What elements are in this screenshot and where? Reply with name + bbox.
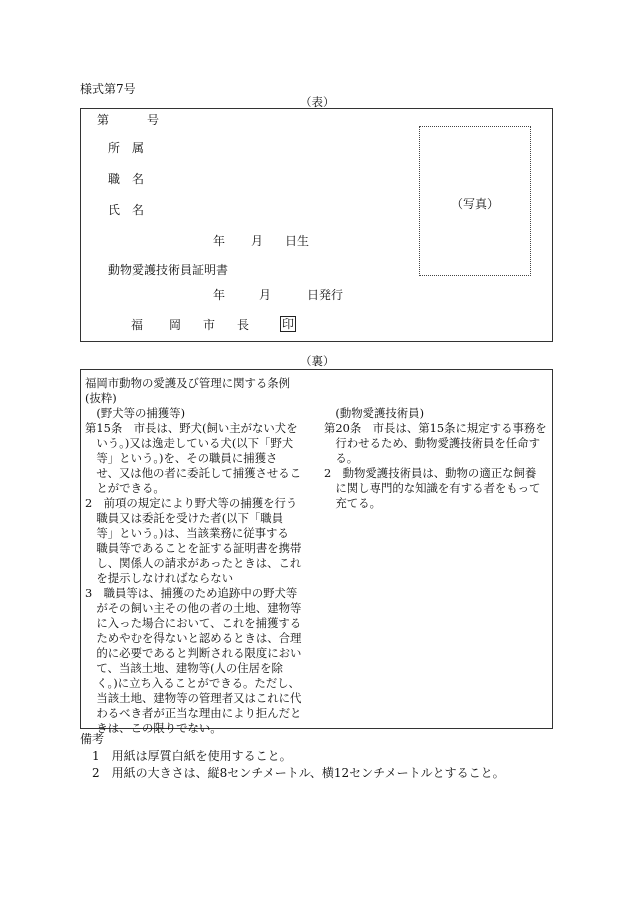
- seal-mark: 印: [282, 317, 295, 331]
- issue-year: 年: [213, 288, 226, 302]
- issue-month: 月: [259, 288, 272, 302]
- article-line: とができる。: [85, 481, 165, 495]
- number-prefix: 第: [97, 113, 110, 127]
- article-line: せ、又は他の者に委託して捕獲させるこ: [85, 466, 302, 480]
- article-line: に関し専門的な知識を有する者をもって: [324, 481, 541, 495]
- photo-box: [419, 126, 531, 276]
- number-suffix: 号: [147, 113, 160, 127]
- job-title-label: 職 名: [108, 172, 145, 186]
- affiliation-label: 所 属: [108, 141, 145, 155]
- certificate-title: 動物愛護技術員証明書: [108, 263, 229, 277]
- ordinance-title: 福岡市動物の愛護及び管理に関する条例: [85, 376, 291, 390]
- article-line: ためやむを得ないと認めるときは、合理: [85, 631, 302, 645]
- article-line: きは、この限りでない。: [85, 721, 222, 735]
- article-line: いう。)又は逸走している犬(以下「野犬: [85, 436, 294, 450]
- mayor-char-2: 岡: [169, 318, 182, 332]
- front-card: [80, 108, 553, 342]
- article-line: 職員等であることを証する証明書を携帯: [85, 541, 302, 555]
- back-side-label: （裏）: [300, 354, 335, 368]
- article-line: がその飼い主その他の者の土地、建物等: [85, 601, 302, 615]
- excerpt-note: (抜粋): [85, 391, 117, 405]
- article-line: わるべき者が正当な理由により拒んだと: [85, 706, 302, 720]
- article-line: 等」という。)は、当該業務に従事する: [85, 526, 289, 540]
- article-line: 第15条 市長は、野犬(飼い主がない犬を: [85, 421, 298, 435]
- article-line: 行わせるため、動物愛護技術員を任命す: [324, 436, 540, 450]
- article-line: し、関係人の請求があったときは、これ: [85, 556, 302, 570]
- article-line: 等」という。)を、その職員に捕獲さ: [85, 451, 278, 465]
- article-line: 当該土地、建物等の管理者又はこれに代: [85, 691, 302, 705]
- front-side-label: （表）: [300, 95, 335, 109]
- article-line: 2 前項の規定により野犬等の捕獲を行う: [85, 496, 298, 510]
- left-column: [85, 406, 301, 736]
- birth-year: 年: [213, 234, 226, 248]
- name-label: 氏 名: [108, 203, 145, 217]
- article-line: 充てる。: [324, 496, 381, 510]
- article-line: を提示しなければならない: [85, 571, 234, 585]
- mayor-char-4: 長: [237, 318, 250, 332]
- issue-day: 日発行: [307, 288, 344, 302]
- article-line: 的に必要であると判断される限度におい: [85, 646, 302, 660]
- article-line: に入った場合において、これを捕獲する: [85, 616, 302, 630]
- article-line: る。: [324, 451, 359, 465]
- right-column: [324, 406, 547, 511]
- back-card: [80, 369, 553, 735]
- note-item: 2 用紙の大きさは、縦8センチメートル、横12センチメートルとすること。: [80, 766, 505, 780]
- article-line: 2 動物愛護技術員は、動物の適正な飼養: [324, 466, 537, 480]
- article-line: て、当該土地、建物等(人の住居を除: [85, 661, 283, 675]
- birth-day: 日生: [285, 234, 310, 248]
- photo-label: （写真）: [450, 197, 499, 211]
- notes-heading: 備考: [80, 732, 105, 746]
- article-line: 3 職員等は、捕獲のため追跡中の野犬等: [85, 586, 298, 600]
- article-line: 第20条 市長は、第15条に規定する事務を: [324, 421, 547, 435]
- article-line: く。)に立ち入ることができる。ただし、: [85, 676, 300, 690]
- article-line: (野犬等の捕獲等): [85, 406, 186, 420]
- article-line: (動物愛護技術員): [324, 406, 425, 420]
- form-number: 様式第7号: [80, 82, 136, 96]
- note-item: 1 用紙は厚質白紙を使用すること。: [80, 749, 292, 763]
- notes-section: [80, 731, 505, 782]
- mayor-char-1: 福: [131, 318, 144, 332]
- birth-month: 月: [251, 234, 264, 248]
- article-line: 職員又は委託を受けた者(以下「職員: [85, 511, 284, 525]
- mayor-char-3: 市: [203, 318, 216, 332]
